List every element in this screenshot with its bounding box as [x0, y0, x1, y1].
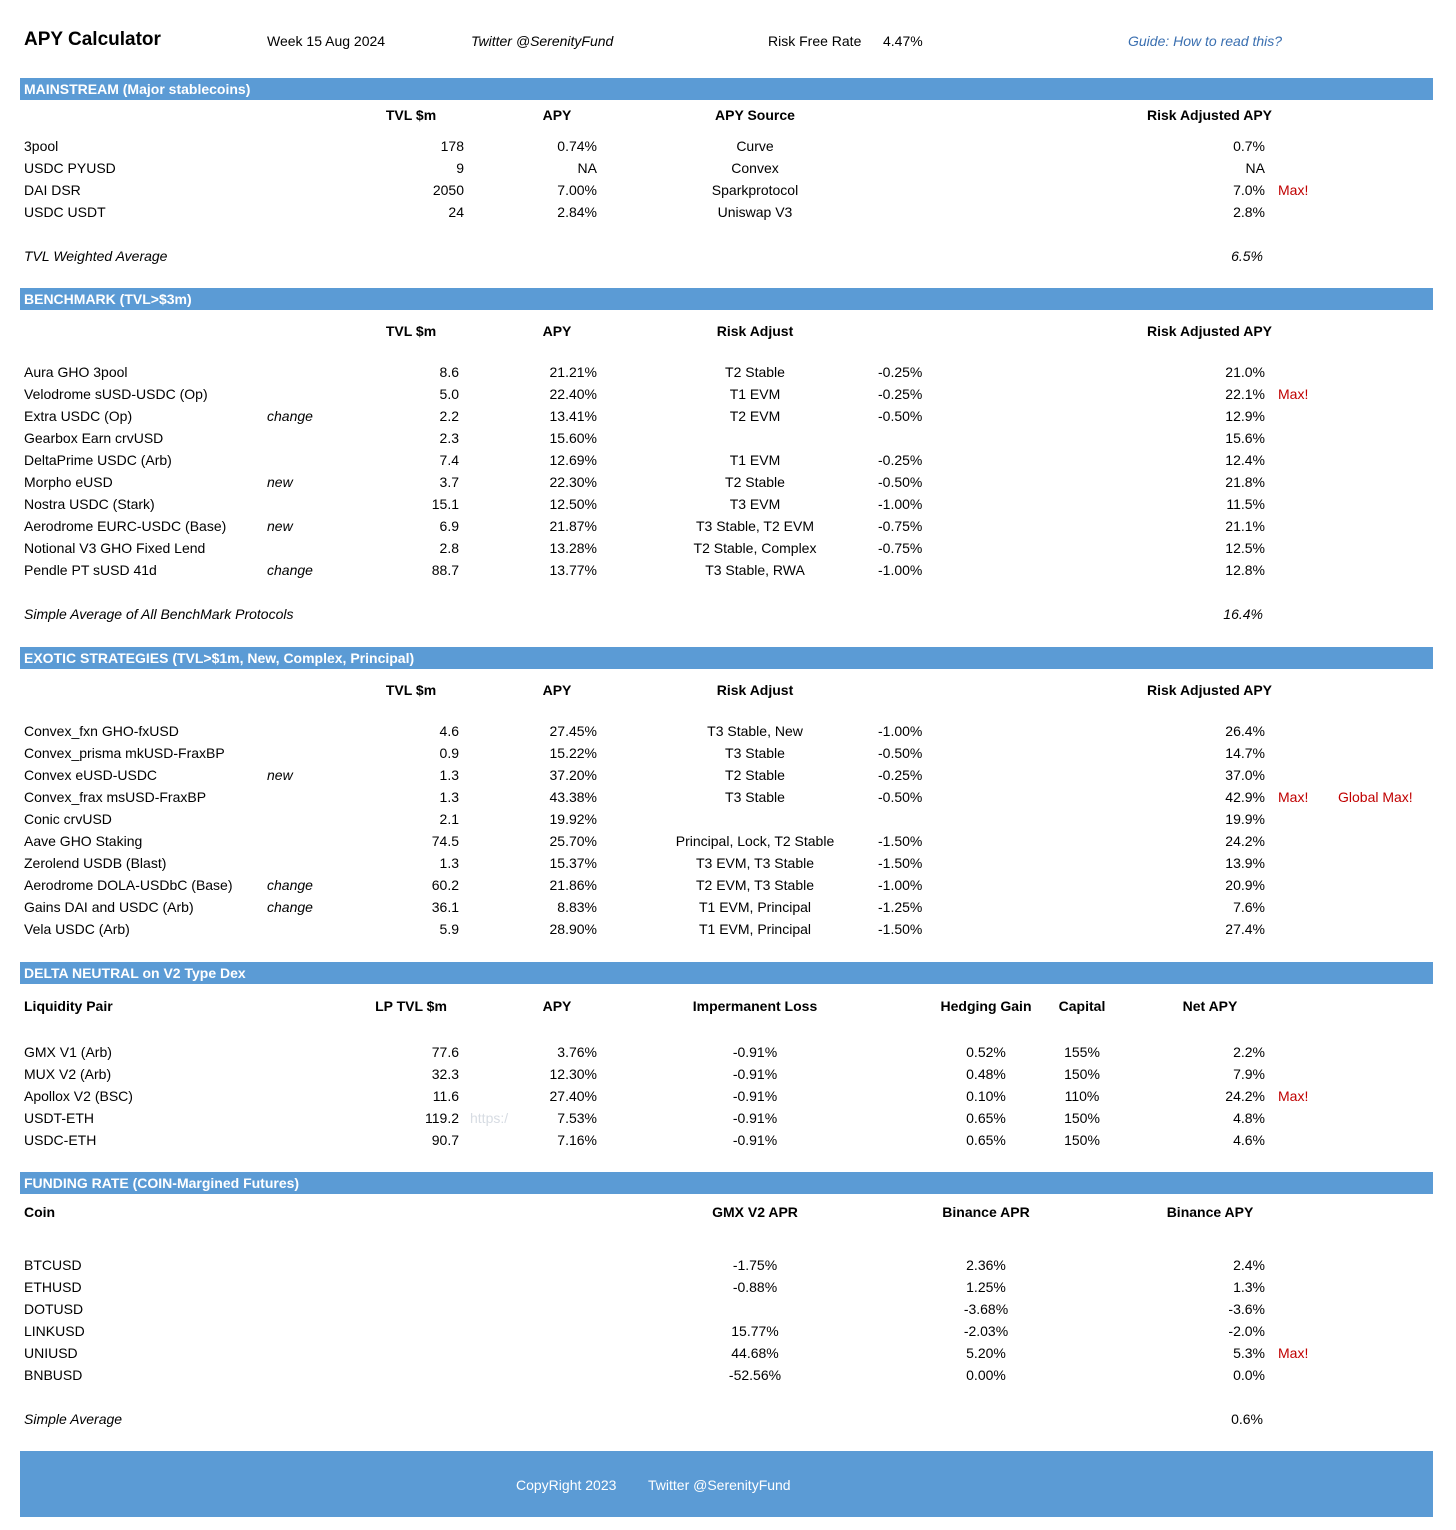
max-badge: Max! — [1278, 789, 1309, 805]
risk-adjusted-apy: 42.9% — [1225, 789, 1265, 805]
tvl-value: 15.1 — [431, 496, 459, 512]
binance-apr-value: -2.03% — [963, 1323, 1009, 1339]
tvl-value: 8.6 — [439, 364, 459, 380]
lp-tvl-value: 77.6 — [431, 1044, 459, 1060]
tvl-value: 4.6 — [439, 723, 459, 739]
risk-adjusted-apy: 24.2% — [1225, 833, 1265, 849]
protocol-name: Pendle PT sUSD 41d — [24, 562, 157, 578]
section-title: MAINSTREAM (Major stablecoins) — [24, 81, 251, 97]
max-badge: Max! — [1278, 386, 1309, 402]
impermanent-loss-value: -0.91% — [732, 1110, 778, 1126]
status-note: change — [267, 408, 313, 424]
apy-value: 12.69% — [549, 452, 597, 468]
risk-adjusted-apy: NA — [1245, 160, 1265, 176]
risk-adjusted-apy: 11.5% — [1226, 496, 1265, 512]
tvl-value: 2.3 — [439, 430, 459, 446]
protocol-name: Aerodrome DOLA-USDbC (Base) — [24, 877, 233, 893]
risk-category: T2 EVM, T3 Stable — [695, 877, 814, 893]
hedging-gain-value: 0.65% — [966, 1132, 1006, 1148]
coin-name: DOTUSD — [24, 1301, 84, 1317]
capital-value: 155% — [1064, 1044, 1100, 1060]
apy-value: 21.86% — [549, 877, 597, 893]
protocol-name: Gains DAI and USDC (Arb) — [24, 899, 194, 915]
net-apy-value: 4.8% — [1233, 1110, 1265, 1126]
risk-adjustment: -1.50% — [878, 833, 923, 849]
apy-source: Curve — [736, 138, 774, 154]
col-header-risk-adjust: Risk Adjust — [716, 323, 794, 339]
coin-name: BTCUSD — [24, 1257, 82, 1273]
risk-adjusted-apy: 12.9% — [1225, 408, 1265, 424]
tvl-value: 36.1 — [431, 899, 459, 915]
risk-category: T3 Stable — [725, 745, 785, 761]
tvl-value: 60.2 — [431, 877, 459, 893]
tvl-value: 24 — [448, 204, 464, 220]
status-note: new — [267, 518, 293, 534]
apy-value: 25.70% — [549, 833, 597, 849]
col-header-risk-adjust: Risk Adjust — [716, 682, 794, 698]
risk-category: T1 EVM, Principal — [698, 921, 812, 937]
risk-adjusted-apy: 14.7% — [1225, 745, 1265, 761]
apy-value: 2.84% — [557, 204, 597, 220]
gmx-v2-apr-value: 44.68% — [731, 1345, 779, 1361]
risk-adjusted-apy: 12.8% — [1225, 562, 1265, 578]
risk-category: T3 Stable, RWA — [705, 562, 805, 578]
apy-value: 19.92% — [549, 811, 597, 827]
risk-category: T1 EVM — [729, 452, 781, 468]
protocol-name: Morpho eUSD — [24, 474, 113, 490]
risk-category: T3 Stable, T2 EVM — [695, 518, 814, 534]
col-header-apy: APY — [542, 998, 572, 1014]
risk-adjustment: -0.25% — [878, 767, 923, 783]
risk-adjusted-apy: 21.0% — [1225, 364, 1265, 380]
apy-value: 21.87% — [549, 518, 597, 534]
protocol-name: Conic crvUSD — [24, 811, 112, 827]
binance-apr-value: -3.68% — [963, 1301, 1009, 1317]
risk-adjustment: -0.25% — [878, 386, 923, 402]
section-title: FUNDING RATE (COIN-Margined Futures) — [24, 1175, 300, 1191]
apy-value: 15.37% — [549, 855, 597, 871]
max-badge: Max! — [1278, 1088, 1309, 1104]
risk-adjusted-apy: 21.1% — [1225, 518, 1265, 534]
col-header-risk-adjusted-apy: Risk Adjusted APY — [1147, 323, 1272, 339]
apy-value: 12.30% — [549, 1066, 597, 1082]
liquidity-pair-name: Apollox V2 (BSC) — [24, 1088, 133, 1104]
col-header-tvl: TVL $m — [385, 107, 437, 123]
status-note: change — [267, 562, 313, 578]
col-header-hedging-gain: Hedging Gain — [940, 998, 1032, 1014]
capital-value: 150% — [1064, 1066, 1100, 1082]
risk-adjustment: -1.00% — [878, 562, 923, 578]
col-header-binance-apy: Binance APY — [1166, 1204, 1254, 1220]
risk-adjustment: -1.25% — [878, 899, 923, 915]
binance-apy-value: -3.6% — [1228, 1301, 1265, 1317]
status-note: change — [267, 899, 313, 915]
max-badge: Max! — [1278, 182, 1309, 198]
simple-average-value: 16.4% — [1223, 606, 1263, 622]
binance-apr-value: 2.36% — [966, 1257, 1006, 1273]
col-header-apy-source: APY Source — [715, 107, 795, 123]
binance-apy-value: 0.0% — [1233, 1367, 1265, 1383]
tvl-value: 0.9 — [439, 745, 459, 761]
risk-free-rate-value: 4.47% — [883, 33, 923, 49]
capital-value: 150% — [1064, 1132, 1100, 1148]
status-note: new — [267, 767, 293, 783]
net-apy-value: 24.2% — [1225, 1088, 1265, 1104]
weighted-average-label: TVL Weighted Average — [24, 248, 168, 264]
risk-category: T1 EVM — [729, 386, 781, 402]
protocol-name: Convex_prisma mkUSD-FraxBP — [24, 745, 225, 761]
risk-adjusted-apy: 7.6% — [1233, 899, 1265, 915]
col-header-tvl: TVL $m — [385, 682, 437, 698]
page-title: APY Calculator — [24, 29, 161, 50]
status-note: new — [267, 474, 293, 490]
impermanent-loss-value: -0.91% — [732, 1088, 778, 1104]
risk-adjusted-apy: 12.4% — [1225, 452, 1265, 468]
footer-copyright: CopyRight 2023 — [516, 1477, 617, 1493]
risk-category: Principal, Lock, T2 Stable — [675, 833, 835, 849]
protocol-name: DeltaPrime USDC (Arb) — [24, 452, 172, 468]
risk-adjusted-apy: 21.8% — [1225, 474, 1265, 490]
impermanent-loss-value: -0.91% — [732, 1066, 778, 1082]
liquidity-pair-name: GMX V1 (Arb) — [24, 1044, 112, 1060]
risk-adjusted-apy: 22.1% — [1225, 386, 1265, 402]
tvl-value: 1.3 — [439, 767, 459, 783]
risk-adjusted-apy: 19.9% — [1225, 811, 1265, 827]
risk-adjusted-apy: 12.5% — [1225, 540, 1265, 556]
section-band-benchmark — [20, 288, 1433, 310]
guide-link[interactable]: Guide: How to read this? — [1128, 33, 1283, 49]
gmx-v2-apr-value: -0.88% — [732, 1279, 778, 1295]
apy-value: 3.76% — [557, 1044, 597, 1060]
section-title: EXOTIC STRATEGIES (TVL>$1m, New, Complex, Principal) — [24, 650, 415, 666]
risk-adjustment: -0.75% — [878, 540, 923, 556]
hedging-gain-value: 0.65% — [966, 1110, 1006, 1126]
apy-value: 15.60% — [549, 430, 597, 446]
hedging-gain-value: 0.48% — [966, 1066, 1006, 1082]
tvl-value: 178 — [440, 138, 464, 154]
faint-link-text: https:/ — [470, 1110, 509, 1126]
col-header-binance-apr: Binance APR — [942, 1204, 1030, 1220]
risk-category: T2 Stable — [725, 767, 785, 783]
simple-average-label: Simple Average — [24, 1411, 123, 1427]
footer-band — [20, 1451, 1433, 1517]
coin-name: LINKUSD — [24, 1323, 85, 1339]
capital-value: 110% — [1064, 1088, 1100, 1104]
protocol-name: USDC PYUSD — [24, 160, 116, 176]
risk-free-rate-label: Risk Free Rate — [768, 33, 862, 49]
protocol-name: Vela USDC (Arb) — [24, 921, 130, 937]
coin-name: UNIUSD — [24, 1345, 78, 1361]
col-header-lp-tvl: LP TVL $m — [375, 998, 447, 1014]
risk-adjusted-apy: 7.0% — [1233, 182, 1265, 198]
apy-value: 13.28% — [549, 540, 597, 556]
risk-adjustment: -0.50% — [878, 474, 923, 490]
apy-value: 8.83% — [557, 899, 597, 915]
apy-value: 37.20% — [549, 767, 597, 783]
status-note: change — [267, 877, 313, 893]
protocol-name: Convex_fxn GHO-fxUSD — [24, 723, 179, 739]
risk-category: T3 EVM — [729, 496, 781, 512]
risk-category: T2 Stable — [725, 474, 785, 490]
risk-category: T3 Stable — [725, 789, 785, 805]
global-max-badge: Global Max! — [1338, 789, 1413, 805]
tvl-value: 5.9 — [439, 921, 459, 937]
risk-category: T2 EVM — [729, 408, 781, 424]
coin-name: BNBUSD — [24, 1367, 83, 1383]
max-badge: Max! — [1278, 1345, 1309, 1361]
weighted-average-value: 6.5% — [1231, 248, 1263, 264]
protocol-name: USDC USDT — [24, 204, 106, 220]
tvl-value: 7.4 — [439, 452, 459, 468]
risk-adjustment: -1.00% — [878, 723, 923, 739]
liquidity-pair-name: MUX V2 (Arb) — [24, 1066, 112, 1082]
apy-value: 27.40% — [549, 1088, 597, 1104]
section-title: DELTA NEUTRAL on V2 Type Dex — [24, 965, 246, 981]
lp-tvl-value: 90.7 — [431, 1132, 459, 1148]
apy-value: 27.45% — [549, 723, 597, 739]
hedging-gain-value: 0.52% — [966, 1044, 1006, 1060]
risk-adjusted-apy: 37.0% — [1225, 767, 1265, 783]
apy-value: 7.16% — [557, 1132, 597, 1148]
risk-adjustment: -0.75% — [878, 518, 923, 534]
col-header-net-apy: Net APY — [1182, 998, 1238, 1014]
capital-value: 150% — [1064, 1110, 1100, 1126]
risk-adjustment: -1.50% — [878, 855, 923, 871]
protocol-name: Notional V3 GHO Fixed Lend — [24, 540, 206, 556]
risk-adjustment: -0.50% — [878, 408, 923, 424]
protocol-name: Velodrome sUSD-USDC (Op) — [24, 386, 208, 402]
section-band-exotic — [20, 647, 1433, 669]
apy-source: Convex — [731, 160, 779, 176]
col-header-gmx-v2-apr: GMX V2 APR — [712, 1204, 798, 1220]
binance-apy-value: 1.3% — [1233, 1279, 1265, 1295]
binance-apy-value: 2.4% — [1233, 1257, 1265, 1273]
risk-adjusted-apy: 27.4% — [1225, 921, 1265, 937]
protocol-name: 3pool — [24, 138, 59, 154]
tvl-value: 5.0 — [439, 386, 459, 402]
col-header-risk-adjusted-apy: Risk Adjusted APY — [1147, 107, 1272, 123]
lp-tvl-value: 119.2 — [425, 1110, 459, 1126]
risk-category: T2 Stable — [725, 364, 785, 380]
tvl-value: 1.3 — [439, 789, 459, 805]
apy-value: 0.74% — [557, 138, 597, 154]
section-title: BENCHMARK (TVL>$3m) — [24, 291, 192, 307]
tvl-value: 9 — [456, 160, 464, 176]
liquidity-pair-name: USDT-ETH — [24, 1110, 94, 1126]
col-header-impermanent-loss: Impermanent Loss — [692, 998, 818, 1014]
gmx-v2-apr-value: -1.75% — [732, 1257, 778, 1273]
risk-adjustment: -0.25% — [878, 452, 923, 468]
coin-name: ETHUSD — [24, 1279, 82, 1295]
net-apy-value: 7.9% — [1233, 1066, 1265, 1082]
apy-value: 13.41% — [549, 408, 597, 424]
col-header-coin: Coin — [24, 1204, 56, 1220]
risk-adjustment: -1.00% — [878, 496, 923, 512]
col-header-apy: APY — [542, 323, 572, 339]
protocol-name: DAI DSR — [24, 182, 81, 198]
apy-source: Sparkprotocol — [711, 182, 799, 198]
lp-tvl-value: 32.3 — [431, 1066, 459, 1082]
protocol-name: Convex eUSD-USDC — [24, 767, 158, 783]
apy-value: 7.00% — [557, 182, 597, 198]
risk-adjusted-apy: 15.6% — [1225, 430, 1265, 446]
section-band-mainstream — [20, 78, 1433, 100]
protocol-name: Convex_frax msUSD-FraxBP — [24, 789, 207, 805]
gmx-v2-apr-value: 15.77% — [731, 1323, 779, 1339]
col-header-apy: APY — [542, 682, 572, 698]
apy-value: NA — [577, 160, 597, 176]
week-label: Week 15 Aug 2024 — [267, 33, 386, 49]
binance-apr-value: 1.25% — [966, 1279, 1006, 1295]
tvl-value: 2050 — [432, 182, 464, 198]
col-header-liquidity-pair: Liquidity Pair — [24, 998, 113, 1014]
net-apy-value: 4.6% — [1233, 1132, 1265, 1148]
footer-twitter: Twitter @SerenityFund — [648, 1477, 791, 1493]
risk-adjustment: -0.50% — [878, 789, 923, 805]
risk-category: T2 Stable, Complex — [693, 540, 817, 556]
col-header-capital: Capital — [1058, 998, 1106, 1014]
twitter-handle: Twitter @SerenityFund — [471, 33, 614, 49]
tvl-value: 2.1 — [439, 811, 459, 827]
risk-adjusted-apy: 2.8% — [1233, 204, 1265, 220]
protocol-name: Nostra USDC (Stark) — [24, 496, 155, 512]
risk-category: T3 EVM, T3 Stable — [695, 855, 814, 871]
apy-value: 13.77% — [549, 562, 597, 578]
col-header-risk-adjusted-apy: Risk Adjusted APY — [1147, 682, 1272, 698]
simple-average-value: 0.6% — [1231, 1411, 1263, 1427]
risk-adjusted-apy: 20.9% — [1225, 877, 1265, 893]
impermanent-loss-value: -0.91% — [732, 1132, 778, 1148]
binance-apr-value: 0.00% — [966, 1367, 1006, 1383]
protocol-name: Zerolend USDB (Blast) — [24, 855, 167, 871]
col-header-apy: APY — [542, 107, 572, 123]
section-band-funding-rate — [20, 1172, 1433, 1194]
binance-apr-value: 5.20% — [966, 1345, 1006, 1361]
col-header-tvl: TVL $m — [385, 323, 437, 339]
risk-adjusted-apy: 26.4% — [1225, 723, 1265, 739]
protocol-name: Aave GHO Staking — [24, 833, 143, 849]
risk-category: T3 Stable, New — [707, 723, 803, 739]
gmx-v2-apr-value: -52.56% — [728, 1367, 782, 1383]
apy-value: 22.40% — [549, 386, 597, 402]
risk-category: T1 EVM, Principal — [698, 899, 812, 915]
tvl-value: 74.5 — [431, 833, 459, 849]
apy-value: 15.22% — [549, 745, 597, 761]
binance-apy-value: 5.3% — [1233, 1345, 1265, 1361]
tvl-value: 2.2 — [439, 408, 459, 424]
risk-adjusted-apy: 0.7% — [1233, 138, 1265, 154]
risk-adjustment: -1.00% — [878, 877, 923, 893]
apy-source: Uniswap V3 — [717, 204, 793, 220]
protocol-name: Aerodrome EURC-USDC (Base) — [24, 518, 227, 534]
section-band-delta-neutral — [20, 962, 1433, 984]
tvl-value: 2.8 — [439, 540, 459, 556]
tvl-value: 6.9 — [439, 518, 459, 534]
tvl-value: 3.7 — [439, 474, 459, 490]
risk-adjustment: -1.50% — [878, 921, 923, 937]
impermanent-loss-value: -0.91% — [732, 1044, 778, 1060]
apy-value: 28.90% — [549, 921, 597, 937]
protocol-name: Extra USDC (Op) — [24, 408, 133, 424]
tvl-value: 88.7 — [431, 562, 459, 578]
risk-adjusted-apy: 13.9% — [1225, 855, 1265, 871]
apy-value: 7.53% — [557, 1110, 597, 1126]
risk-adjustment: -0.50% — [878, 745, 923, 761]
simple-average-label: Simple Average of All BenchMark Protocols — [24, 606, 294, 622]
protocol-name: Aura GHO 3pool — [24, 364, 128, 380]
apy-value: 12.50% — [549, 496, 597, 512]
apy-value: 21.21% — [549, 364, 597, 380]
tvl-value: 1.3 — [439, 855, 459, 871]
apy-value: 43.38% — [549, 789, 597, 805]
binance-apy-value: -2.0% — [1228, 1323, 1265, 1339]
liquidity-pair-name: USDC-ETH — [24, 1132, 97, 1148]
apy-value: 22.30% — [549, 474, 597, 490]
hedging-gain-value: 0.10% — [966, 1088, 1006, 1104]
protocol-name: Gearbox Earn crvUSD — [24, 430, 164, 446]
risk-adjustment: -0.25% — [878, 364, 923, 380]
lp-tvl-value: 11.6 — [432, 1088, 459, 1104]
net-apy-value: 2.2% — [1233, 1044, 1265, 1060]
